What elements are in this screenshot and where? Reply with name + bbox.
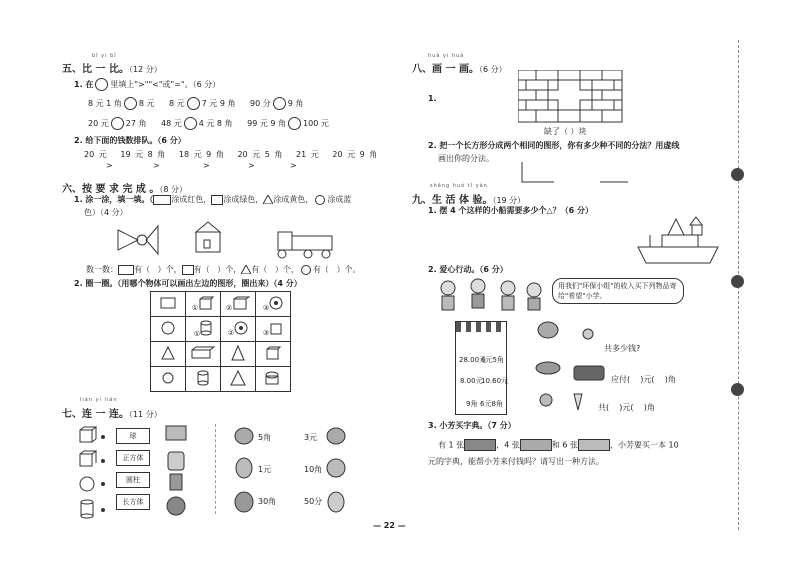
section5-title: 五、比 一 比。（12 分） — [62, 64, 162, 75]
grid-cell — [151, 317, 186, 342]
grid-cell[interactable] — [221, 367, 256, 392]
compare-row-2: 20 元 27 角 48 元 4 元 8 角 99 元 9 角 100 元 — [88, 119, 329, 128]
section9-pinyin: shēng huó tǐ yàn — [430, 183, 488, 189]
gt-sign: > — [248, 161, 255, 170]
shape-name-box[interactable]: 正方体 — [116, 450, 150, 466]
missing-blocks: 缺了（ ）块 — [544, 127, 587, 136]
drum-picture — [572, 362, 606, 382]
left-price: 1元 — [258, 465, 272, 474]
section6-q1-cont: 色）（4 分） — [84, 208, 128, 217]
rectangle-outlines — [520, 160, 630, 184]
grid-cell[interactable]: ② — [221, 292, 256, 317]
section9-q3-cont: 元的字典，能帮小芳来付钱吗？请写出一种方法。 — [428, 457, 604, 466]
shape-name-box[interactable]: 圆柱 — [116, 472, 150, 488]
item-price: 8.00元 — [460, 377, 483, 385]
section8-q1: 1. — [428, 94, 437, 103]
count-row: 数一数： 有（ ）个， 有（ ）个， 有（ ）个， 有（ ）个。 — [86, 265, 361, 274]
section6-title: 六、按 要 求 完 成 。（8 分） — [62, 184, 188, 195]
section7-title: 七、连 一 连。（11 分） — [62, 409, 162, 420]
section6-q2: 2. 圈一圈。（用哪个物体可以画出左边的图形，圈出来）（4 分） — [74, 279, 302, 288]
right-price: 10角 — [304, 465, 323, 474]
gt-sign: > — [153, 161, 160, 170]
section5-q1: 1. 在 里填上">""<"或"="。（6 分） — [74, 80, 221, 89]
grid-cell[interactable] — [256, 367, 291, 392]
grid-cell — [151, 367, 186, 392]
page-number: — 22 — — [373, 521, 406, 530]
section5-q2: 2. 给下面的钱数排队。（6 分） — [74, 136, 186, 145]
left-price: 30角 — [258, 497, 277, 506]
divider — [215, 424, 216, 514]
item-price: 9角 — [466, 400, 478, 408]
grid-cell[interactable] — [186, 342, 221, 367]
item-price: 28.00元 — [459, 356, 487, 364]
right-price: 50分 — [304, 497, 323, 506]
gt-sign: > — [290, 161, 297, 170]
item-price: 6元8角 — [480, 400, 503, 408]
compare-row-1: 8 元 1 角 8 元 8 元 7 元 9 角 90 分 9 角 — [88, 99, 304, 108]
shape-pictures — [108, 220, 368, 264]
section8-pinyin: huà yi huà — [428, 53, 465, 59]
right-price: 3元 — [304, 433, 318, 442]
gt-sign: > — [106, 161, 113, 170]
section8-q2: 2. 把一个长方形分成两个相同的图形，你有多少种不同的分法？用虚线 — [428, 141, 680, 150]
grid-cell — [151, 292, 186, 317]
grid-cell[interactable]: ③ — [256, 292, 291, 317]
grid-cell — [151, 342, 186, 367]
compare-circle[interactable] — [124, 97, 137, 110]
section8-q2-cont: 画出你的分法。 — [438, 154, 494, 163]
grid-cell[interactable] — [186, 367, 221, 392]
item-price: 6元5角 — [481, 356, 504, 364]
boat-picture — [636, 215, 720, 265]
section9-q3-text: 有 1 张 ，4 张 和 6 张 ，小芳要买一本 10 — [438, 440, 679, 450]
section9-q2: 2. 爱心行动。（6 分） — [428, 265, 508, 274]
grid-cell[interactable]: ② — [221, 317, 256, 342]
section5-pinyin: bǐ yi bǐ — [92, 53, 117, 59]
item-price: 10.60元 — [481, 377, 509, 385]
grid-cell[interactable]: ③ — [256, 317, 291, 342]
brick-wall — [518, 70, 624, 124]
section9-title: 九、生 活 体 验。（19 分） — [412, 195, 526, 206]
object-pictures — [162, 422, 192, 518]
compare-circle[interactable] — [111, 117, 124, 130]
answer-row-1: 应付( )元( )角 — [611, 375, 676, 384]
answer-row-2: 共( )元( )角 — [598, 403, 655, 412]
section8-title: 八、画 一 画。（6 分） — [412, 64, 507, 75]
compare-circle[interactable] — [273, 97, 286, 110]
grid-cell[interactable]: ① — [186, 317, 221, 342]
section6-q1: 1. 涂一涂，填一填。（ 涂成红色， 涂成绿色， 涂成黄色， 涂成蓝 — [74, 195, 352, 204]
total-question: 共多少钱? — [604, 344, 641, 353]
solid-shapes — [76, 424, 106, 520]
grid-cell[interactable] — [221, 342, 256, 367]
animal-pictures-right — [324, 424, 348, 520]
shape-name-box[interactable]: 长方体 — [116, 494, 150, 510]
left-price: 5角 — [258, 433, 272, 442]
grid-cell[interactable]: ① — [186, 292, 221, 317]
binding-hole — [731, 168, 744, 181]
gt-sign: > — [203, 161, 210, 170]
kids-picture — [436, 276, 544, 316]
section9-q1: 1. 摆 4 个这样的小船需要多少个△？（6 分） — [428, 206, 594, 215]
compare-circle[interactable] — [288, 117, 301, 130]
speech-bubble: 用我们"环保小组"的收入买下列物品寄给"希望"小学。 — [552, 278, 684, 304]
compare-circle[interactable] — [184, 117, 197, 130]
compare-circle[interactable] — [187, 97, 200, 110]
circle-grid — [150, 291, 291, 392]
binding-hole — [731, 383, 744, 396]
section7-pinyin: lián yi lián — [80, 397, 118, 403]
shape-name-box[interactable]: 球 — [116, 428, 150, 444]
grid-cell[interactable] — [256, 342, 291, 367]
section9-q3: 3. 小芳买字典。（7 分） — [428, 421, 516, 430]
binding-hole — [731, 275, 744, 288]
money-list: 20 元 19 元 8 角 18 元 9 角 20 元 5 角 21 元 20 元 9 角 — [84, 150, 378, 159]
animal-pictures-left — [232, 424, 256, 520]
